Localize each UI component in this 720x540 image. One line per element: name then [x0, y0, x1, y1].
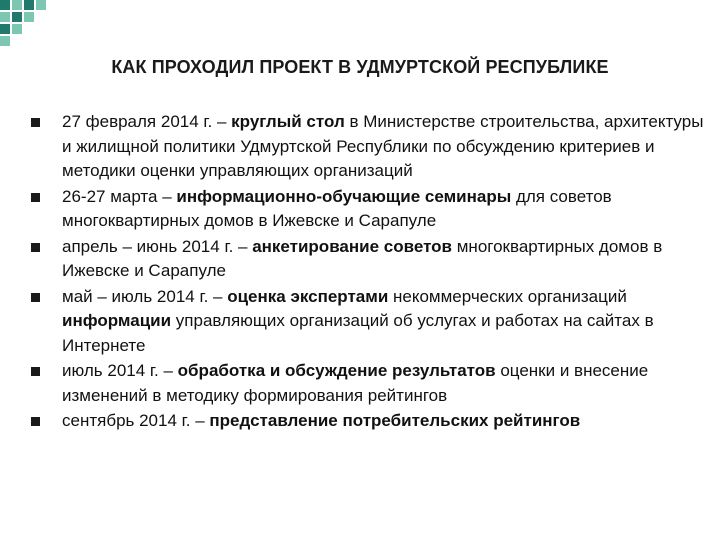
decor-square [0, 36, 10, 46]
item-date: 27 февраля 2014 г. – [62, 112, 232, 131]
list-item [30, 285, 710, 359]
square-bullet-icon [31, 417, 40, 426]
item-text: в Министерстве строительства, архитектуры и жилищной политики Удмуртской Республики по обсуждению критериев и методики оценки управляющих организаций [62, 112, 704, 180]
decor-square [36, 0, 46, 10]
event-list [30, 110, 710, 435]
decor-square [0, 24, 10, 34]
square-bullet-icon [31, 293, 40, 302]
item-highlight: оценка экспертами [227, 286, 389, 306]
list-item [30, 185, 710, 234]
decor-square [24, 12, 34, 22]
list-item [30, 359, 710, 408]
slide-title: КАК ПРОХОДИЛ ПРОЕКТ В УДМУРТСКОЙ РЕСПУБЛИКЕ [111, 57, 609, 77]
item-highlight: информационно-обучающие семинары [176, 186, 512, 206]
item-text: для советов многоквартирных домов в Ижевске и Сарапуле [62, 186, 612, 230]
item-highlight: анкетирование советов [252, 236, 453, 256]
item-date: сентябрь 2014 г. – [62, 411, 210, 430]
decor-square [0, 12, 10, 22]
list-item [30, 409, 710, 434]
item-date: апрель – июнь 2014 г. – [62, 236, 253, 256]
decor-square [24, 0, 34, 10]
square-bullet-icon [31, 243, 40, 252]
item-text: многоквартирных домов в Ижевске и Сарапуле [62, 236, 663, 280]
decor-square [12, 0, 22, 10]
list-item [30, 110, 710, 184]
item-text: управляющих организаций об услугах и работах на сайтах в Интернете [62, 311, 654, 355]
square-bullet-icon [31, 193, 40, 202]
list-item [30, 235, 710, 284]
decor-square [12, 24, 22, 34]
square-bullet-icon [31, 118, 40, 127]
corner-decoration [0, 0, 60, 48]
square-bullet-icon [31, 367, 40, 376]
item-highlight: круглый стол [231, 112, 345, 131]
item-date: май – июль 2014 г. – [62, 286, 228, 306]
item-text: оценки и внесение изменений в методику формирования рейтингов [62, 361, 649, 405]
item-date: июль 2014 г. – [62, 361, 178, 380]
item-highlight: обработка и обсуждение результатов [177, 361, 496, 380]
decor-square [12, 12, 22, 22]
item-highlight: представление потребительских рейтингов [209, 411, 581, 430]
item-text: некоммерческих организаций [388, 286, 627, 306]
decor-square [0, 0, 10, 10]
item-date: 26-27 марта – [62, 186, 177, 206]
item-highlight: информации [62, 311, 172, 330]
